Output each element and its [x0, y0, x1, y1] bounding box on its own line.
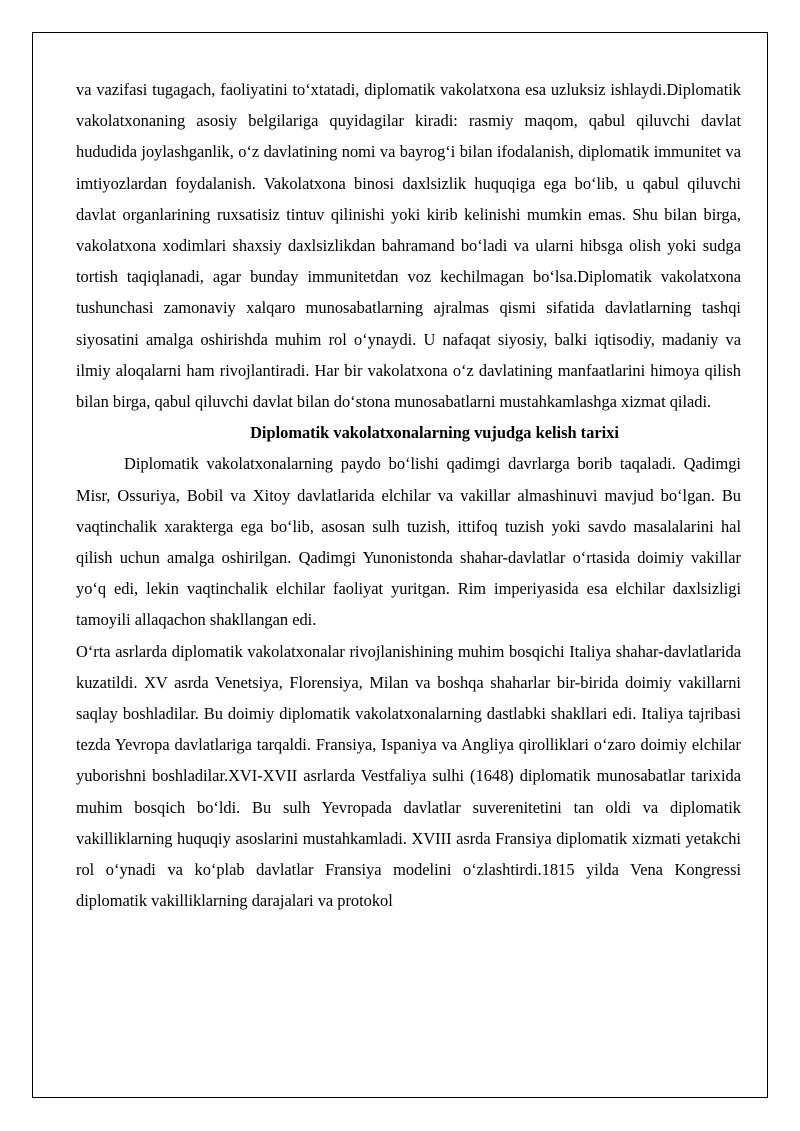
paragraph-history-ancient: Diplomatik vakolatxonalarning paydo bo‘lishi qadimgi davrlarga borib taqaladi. Qadimgi Misr, Ossuriya, Bobil va Xitoy davlatlarida elchilar va vakillar almashinuvi mavjud bo‘lgan. Bu vaqtinchalik xarakterga ega bo‘lib, asosan sulh tuzish, ittifoq tuzish yoki savdo masalalarini hal qilish uchun amalga oshirilgan. Qadimgi Yunonistonda shahar-davlatlar o‘rtasida doimiy vakillar yo‘q edi, lekin vaqtinchalik elchilar faoliyat yuritgan. Rim imperiyasida esa elchilar daxlsizligi tamoyili allaqachon shakllangan edi. — [76, 454, 741, 630]
paragraph-intro: va vazifasi tugagach, faoliyatini to‘xtatadi, diplomatik vakolatxona esa uzluksiz ishlaydi.Diplomatik vakolatxonaning asosiy belgilariga quyidagilar kiradi: rasmiy maqom, qabul qiluvchi davlat hududida joylashganlik, o‘z davlatining nomi va bayrog‘i bilan ifodalanish, diplomatik immunitet va imtiyozlardan foydalanish. Vakolatxona binosi daxlsizlik huquqiga ega bo‘lib, u qabul qiluvchi davlat organlarining ruxsatisiz tintuv qilinishi yoki kirib kelinishi mumkin emas. Shu bilan birga, vakolatxona xodimlari shaxsiy daxlsizlikdan bahramand bo‘ladi va ularni hibsga olish yoki sudga tortish taqiqlanadi, agar bunday immunitetdan voz kechilmagan bo‘lsa.Diplomatik vakolatxona tushunchasi zamonaviy xalqaro munosabatlarning ajralmas qismi sifatida davlatlarning tashqi siyosatini amalga oshirishda muhim rol o‘ynaydi. U nafaqat siyosiy, balki iqtisodiy, madaniy va ilmiy aloqalarni ham rivojlantiradi. Har bir vakolatxona o‘z davlatining manfaatlarini himoya qilish bilan birga, qabul qiluvchi davlat bilan do‘stona munosabatlarni mustahkamlashga xizmat qiladi. — [76, 80, 741, 412]
paragraph-history-medieval: O‘rta asrlarda diplomatik vakolatxonalar rivojlanishining muhim bosqichi Italiya shahar-davlatlarida kuzatildi. XV asrda Venetsiya, Florensiya, Milan va boshqa shaharlar bir-birida doimiy vakillarni saqlay boshladilar. Bu doimiy diplomatik vakolatxonalarning dastlabki shakllari edi. Italiya tajribasi tezda Yevropa davlatlariga tarqaldi. Fransiya, Ispaniya va Angliya qirolliklari o‘zaro doimiy elchilar yuborishni boshladilar.XVI-XVII asrlarda Vestfaliya sulhi (1648) diplomatik munosabatlar tarixida muhim bosqich bo‘ldi. Bu sulh Yevropada davlatlar suverenitetini tan oldi va diplomatik vakilliklarning huquqiy asoslarini mustahkamladi. XVIII asrda Fransiya diplomatik xizmati yetakchi rol o‘ynadi va ko‘plab davlatlar Fransiya modelini o‘zlashtirdi.1815 yilda Vena Kongressi diplomatik vakilliklarning darajalari va protokol — [76, 641, 741, 911]
section-heading: Diplomatik vakolatxonalarning vujudga kelish tarixi — [250, 423, 619, 443]
document-body — [76, 74, 741, 916]
